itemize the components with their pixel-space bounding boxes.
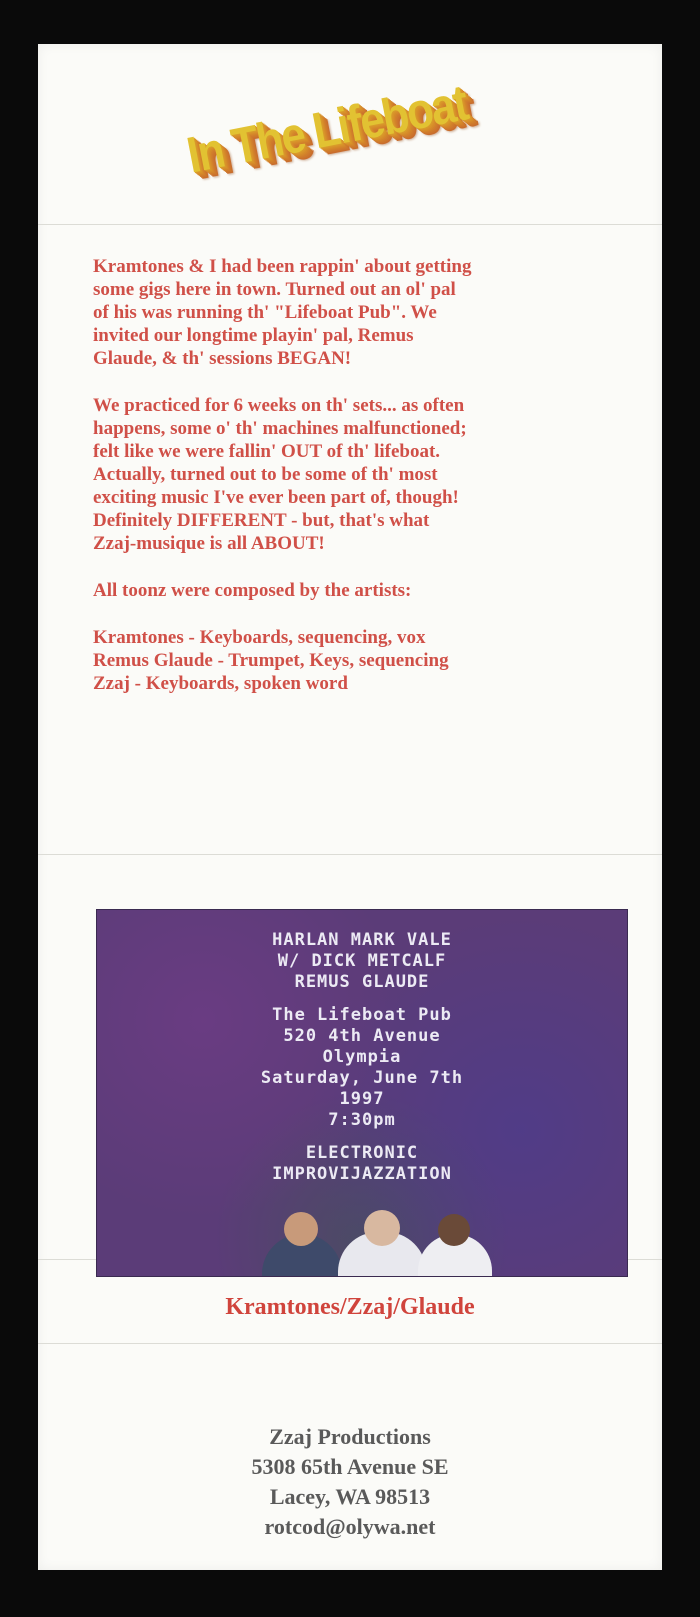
address-line: Zzaj Productions — [269, 1424, 431, 1449]
address-line: Lacey, WA 98513 — [269, 1484, 431, 1509]
poster-line: ELECTRONIC — [305, 1143, 419, 1163]
poster-line: HARLAN MARK VALE — [272, 930, 452, 950]
poster-line: Olympia — [322, 1047, 402, 1067]
poster-text — [97, 930, 627, 1185]
insert-sheet — [38, 44, 662, 1570]
fold-line — [38, 1343, 662, 1344]
liner-notes — [93, 255, 653, 695]
poster-line: W/ DICK METCALF — [277, 951, 447, 971]
poster-line: 1997 — [339, 1089, 385, 1109]
contact-address — [38, 1422, 662, 1542]
band-name: Kramtones/Zzaj/Glaude — [225, 1294, 475, 1320]
band-photo — [262, 1210, 492, 1276]
poster-line: 520 4th Avenue — [283, 1026, 441, 1046]
title-3d-text: In The Lifeboat — [182, 74, 471, 185]
email-address: rotcod@olywa.net — [264, 1514, 436, 1539]
title-area — [38, 44, 662, 244]
paragraph-practice: We practiced for 6 weeks on th' sets... as often happens, some o' th' machines malfunctioned; felt like we were fallin' OUT of th' lifeboat. Actually, turned out to be some of th' most exciting music I've ever been part of, though! Definitely DIFFERENT - but, that's what Zzaj-musique is all ABOUT! — [93, 395, 467, 554]
poster-line: Saturday, June 7th — [260, 1068, 464, 1088]
credit-item: Zzaj - Keyboards, spoken word — [93, 673, 348, 694]
concert-poster-image — [96, 909, 628, 1277]
poster-line: REMUS GLAUDE — [294, 972, 430, 992]
credit-item: Remus Glaude - Trumpet, Keys, sequencing — [93, 650, 449, 671]
poster-line: 7:30pm — [328, 1110, 396, 1130]
person-head — [438, 1214, 470, 1246]
poster-line: The Lifeboat Pub — [272, 1005, 452, 1025]
credit-item: Kramtones - Keyboards, sequencing, vox — [93, 627, 426, 648]
fold-line — [38, 854, 662, 855]
person-head — [364, 1210, 400, 1246]
poster-line: IMPROVIJAZZATION — [272, 1164, 452, 1184]
paragraph-composed: All toonz were composed by the artists: — [93, 580, 412, 601]
credits-list — [93, 626, 653, 695]
paragraph-intro: Kramtones & I had been rappin' about getting some gigs here in town. Turned out an ol' pal of his was running th' "Lifeboat Pub". We invited our longtime playin' pal, Remus Glaude, & th' sessions BEGAN! — [93, 256, 472, 369]
person-head — [284, 1212, 318, 1246]
address-line: 5308 65th Avenue SE — [251, 1454, 449, 1479]
